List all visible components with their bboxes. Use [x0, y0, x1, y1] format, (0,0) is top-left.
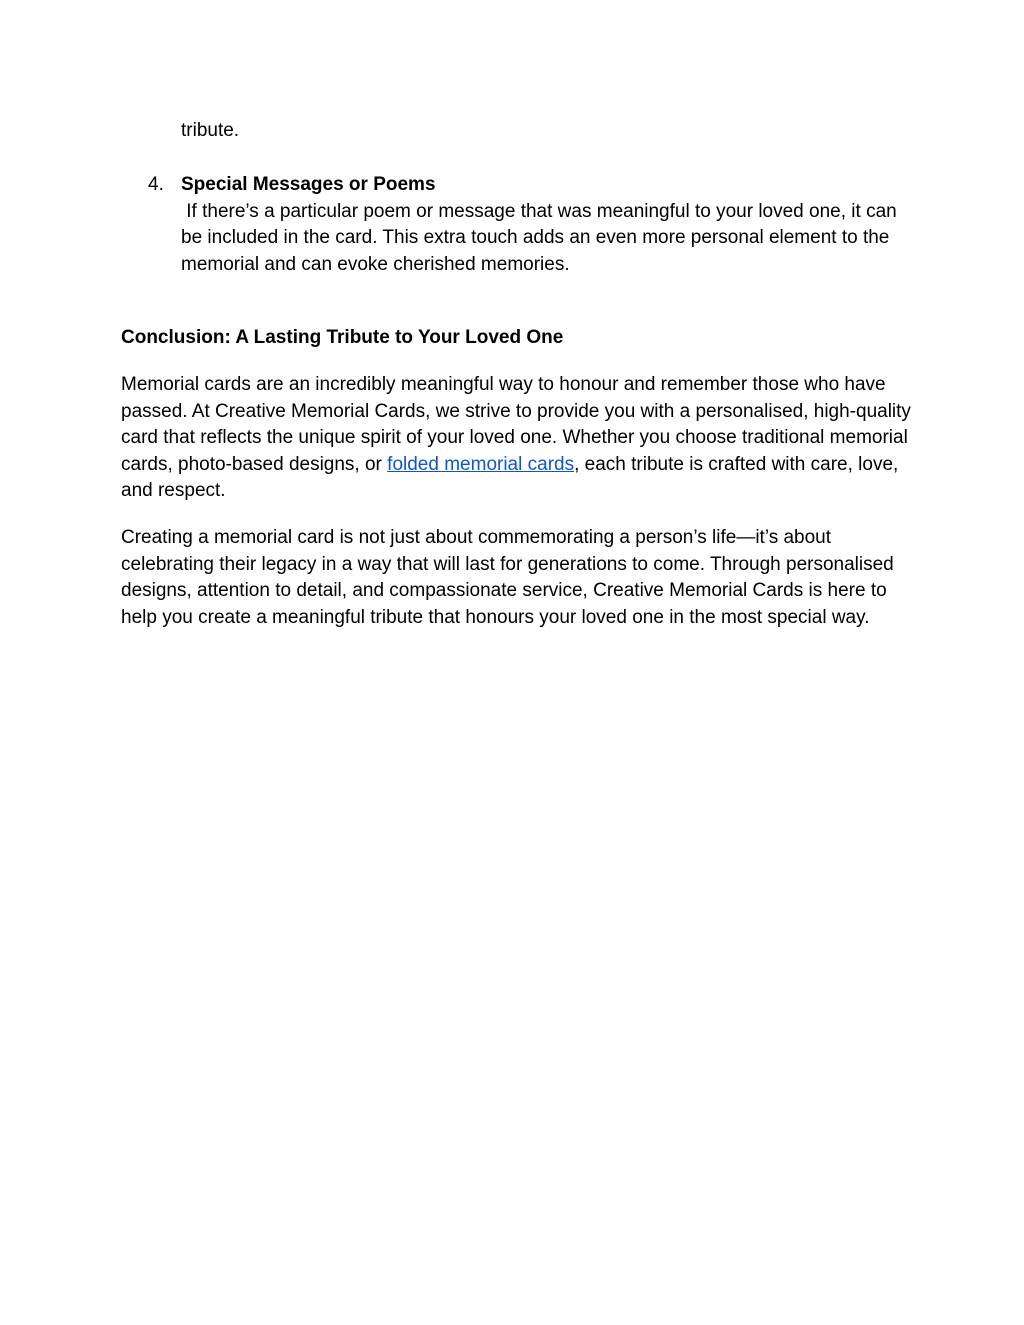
list-number: 4. — [148, 174, 164, 195]
continuation-text: tribute. — [181, 120, 240, 141]
conclusion-paragraph-2: Creating a memorial card is not just about commemorating a person’s life—it’s about celebrating their legacy in a way that will last for generations to come. Through personalised designs, attention to detail, and compassionate service, Creative Memorial Cards is here to help you create a meaningful tribute that honours your loved one in the most special way. — [121, 527, 894, 628]
list-item-body — [181, 172, 921, 278]
paragraph-text-after-link: , each tribute is crafted with care, love, and respect. — [121, 453, 899, 501]
conclusion-paragraph-1 — [121, 372, 916, 505]
paragraph-text-before-link: Memorial cards are an incredibly meaningful way to honour and remember those who have passed. At Creative Memorial Cards, we strive to provide you with a personalised, high-quality card that reflects the unique spirit of your loved one. Whether you choose traditional memorial cards, photo-based designs, or — [121, 374, 911, 475]
section-heading: Conclusion: A Lasting Tribute to Your Loved One — [121, 327, 564, 348]
list-item-text: If there’s a particular poem or message that was meaningful to your loved one, it can be included in the card. This extra touch adds an even more personal element to the memorial and can evoke cherished memories. — [181, 200, 902, 275]
list-item-title: Special Messages or Poems — [181, 174, 436, 195]
folded-memorial-cards-link[interactable]: folded memorial cards — [387, 453, 575, 475]
